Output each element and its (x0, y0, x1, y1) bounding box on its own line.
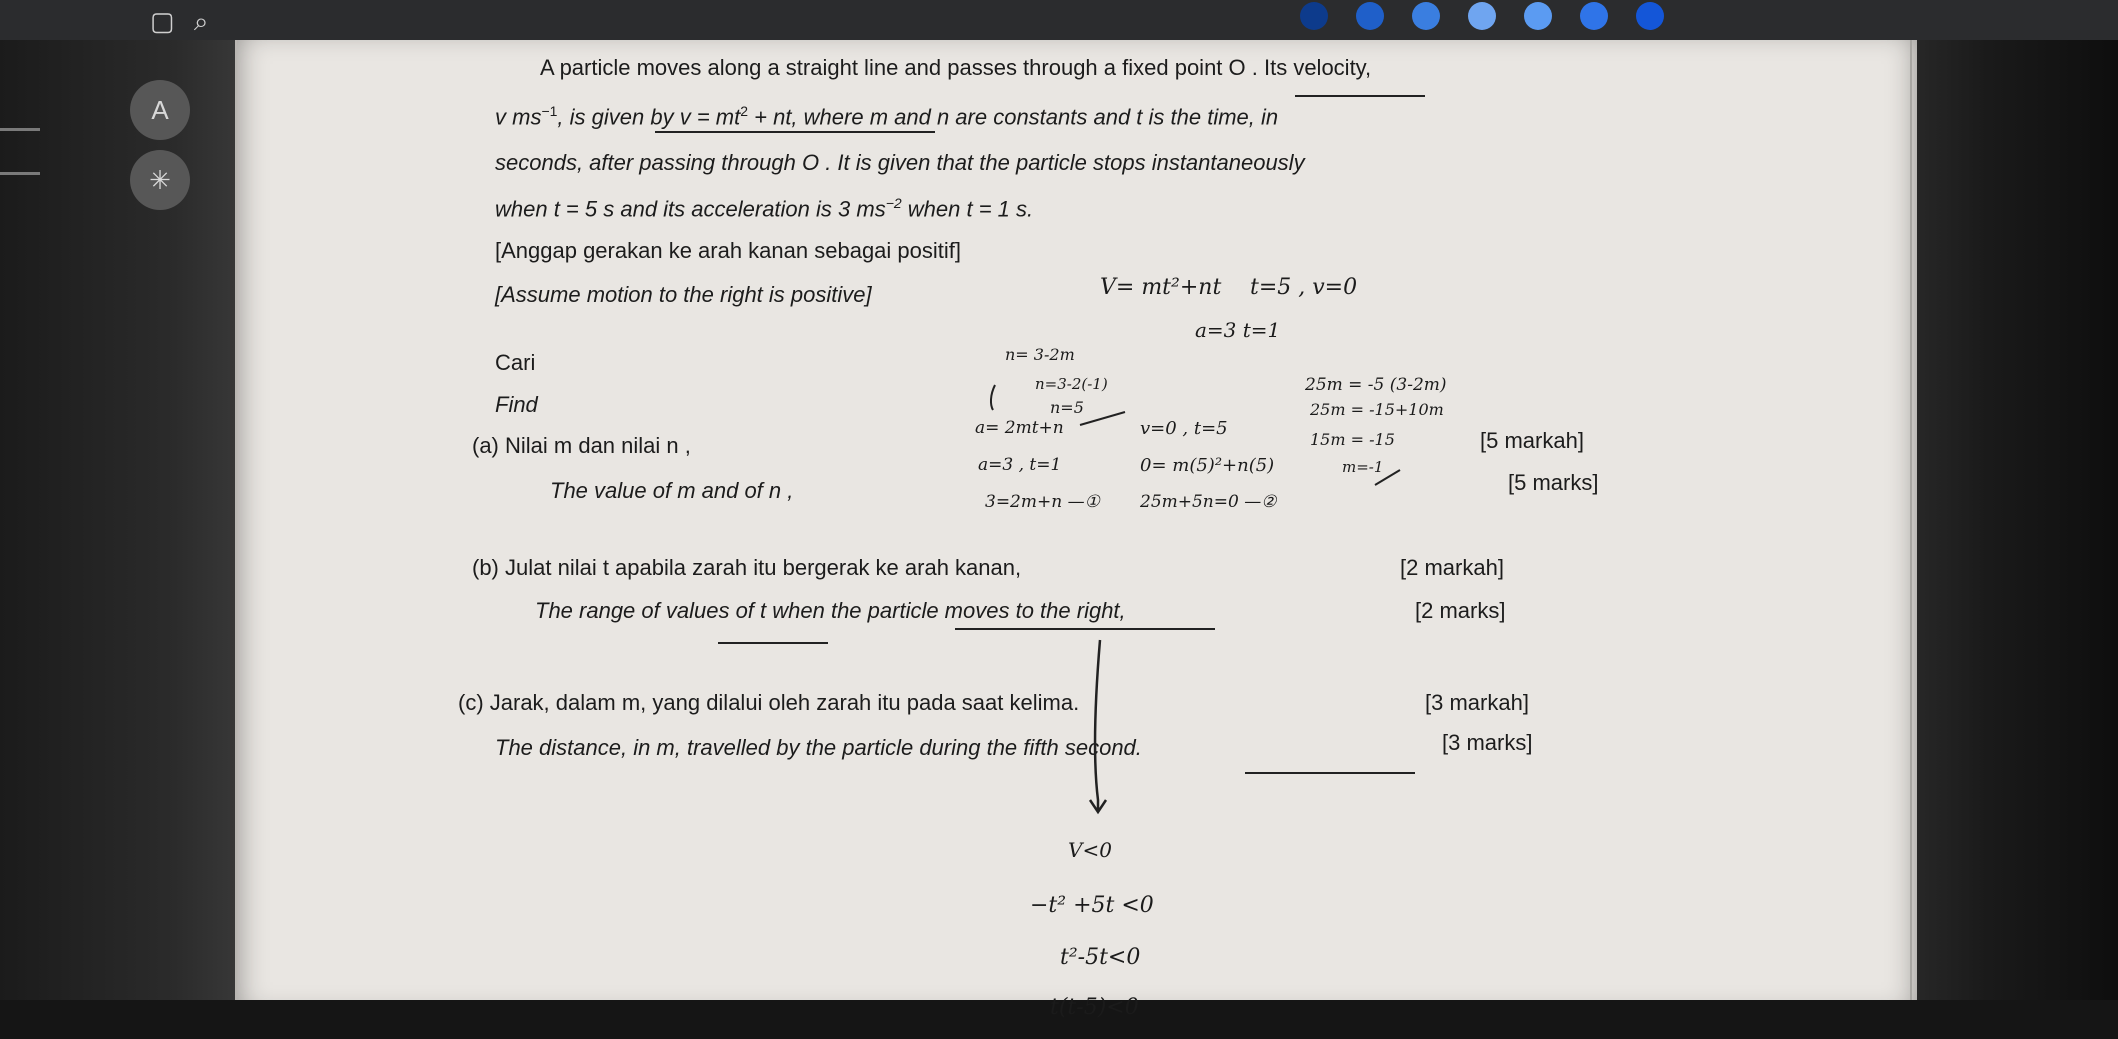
handwriting-equation-2: 25m+5n=0 —② (1140, 492, 1277, 512)
superscript: −1 (541, 103, 558, 119)
handwriting-n-result: n=5 (1050, 398, 1084, 417)
pen-tool-button[interactable]: A (130, 80, 190, 140)
handwriting-condition-1: t=5 , v=0 (1250, 275, 1358, 300)
handwriting-n-substitute: n=3-2(-1) (1035, 375, 1108, 393)
part-c-english: The distance, in m, travelled by the particle during the fifth second. (495, 735, 1142, 760)
part-c-marks-english: [3 marks] (1442, 730, 1533, 755)
assume-malay: [Anggap gerakan ke arah kanan sebagai positif] (495, 238, 961, 263)
handwriting-acceleration: a= 2mt+n (975, 418, 1064, 438)
window-icon[interactable]: ▢ (150, 6, 175, 36)
handwriting-step-3: 15m = -15 (1310, 430, 1395, 449)
search-icon[interactable]: ⌕ (193, 6, 209, 36)
handwriting-step-2: 25m = -15+10m (1310, 400, 1444, 419)
part-b-english: The range of values of t when the particle moves to the right, (535, 598, 1126, 623)
handwriting-step-1: 25m = -5 (3-2m) (1305, 375, 1447, 395)
acceleration-text: when t = 5 s and its acceleration is 3 ms (495, 196, 886, 222)
find-label: Find (495, 392, 538, 417)
handwriting-inequality-2: t²-5t<0 (1060, 945, 1141, 970)
superscript: 2 (740, 103, 749, 119)
handwriting-n-expression: n= 3-2m (1005, 345, 1075, 364)
part-c-marks-malay: [3 markah] (1425, 690, 1529, 715)
question-line-3: seconds, after passing through O . It is given that the particle stops instantaneously (495, 150, 1305, 175)
part-c-malay: (c) Jarak, dalam m, yang dilalui oleh zarah itu pada saat kelima. (458, 690, 1080, 715)
velocity-expression-cont: + nt, where m and n are constants and t is the time, in (748, 104, 1279, 130)
handwriting-condition-2: a=3 t=1 (1195, 318, 1281, 342)
acceleration-text-cont: when t = 1 s. (901, 196, 1034, 222)
part-a-malay: (a) Nilai m dan nilai n , (472, 433, 691, 458)
velocity-expression: , is given by v = mt (557, 104, 741, 130)
part-a-marks-malay: [5 markah] (1480, 428, 1584, 453)
part-a-english: The value of m and of n , (550, 478, 794, 503)
question-line-1: A particle moves along a straight line and passes through a fixed point O . Its velocity, (540, 55, 1372, 80)
handwriting-condition-3: v=0 , t=5 (1140, 418, 1228, 439)
handwriting-inequality-3: t(t-5)<0 (1050, 995, 1139, 1020)
star-tool-button[interactable]: ✳ (130, 150, 190, 210)
part-a-marks-english: [5 marks] (1508, 470, 1599, 495)
superscript: −2 (885, 195, 902, 211)
cari-label: Cari (495, 350, 536, 375)
handwriting-velocity-eq: V= mt²+nt (1100, 275, 1222, 300)
handwriting-equation-1: 3=2m+n —① (985, 492, 1100, 512)
part-b-marks-malay: [2 markah] (1400, 555, 1504, 580)
part-b-malay: (b) Julat nilai t apabila zarah itu bergerak ke arah kanan, (472, 555, 1022, 580)
handwriting-substitution: 0= m(5)²+n(5) (1140, 455, 1275, 476)
part-b-marks-english: [2 marks] (1415, 598, 1506, 623)
velocity-unit: v ms (495, 104, 542, 130)
handwriting-m-result: m=-1 (1342, 458, 1384, 476)
handwriting-velocity-condition: V<0 (1068, 838, 1112, 862)
handwriting-condition-4: a=3 , t=1 (978, 455, 1062, 475)
handwriting-inequality-1: −t² +5t <0 (1030, 893, 1154, 918)
assume-english: [Assume motion to the right is positive] (495, 282, 872, 307)
